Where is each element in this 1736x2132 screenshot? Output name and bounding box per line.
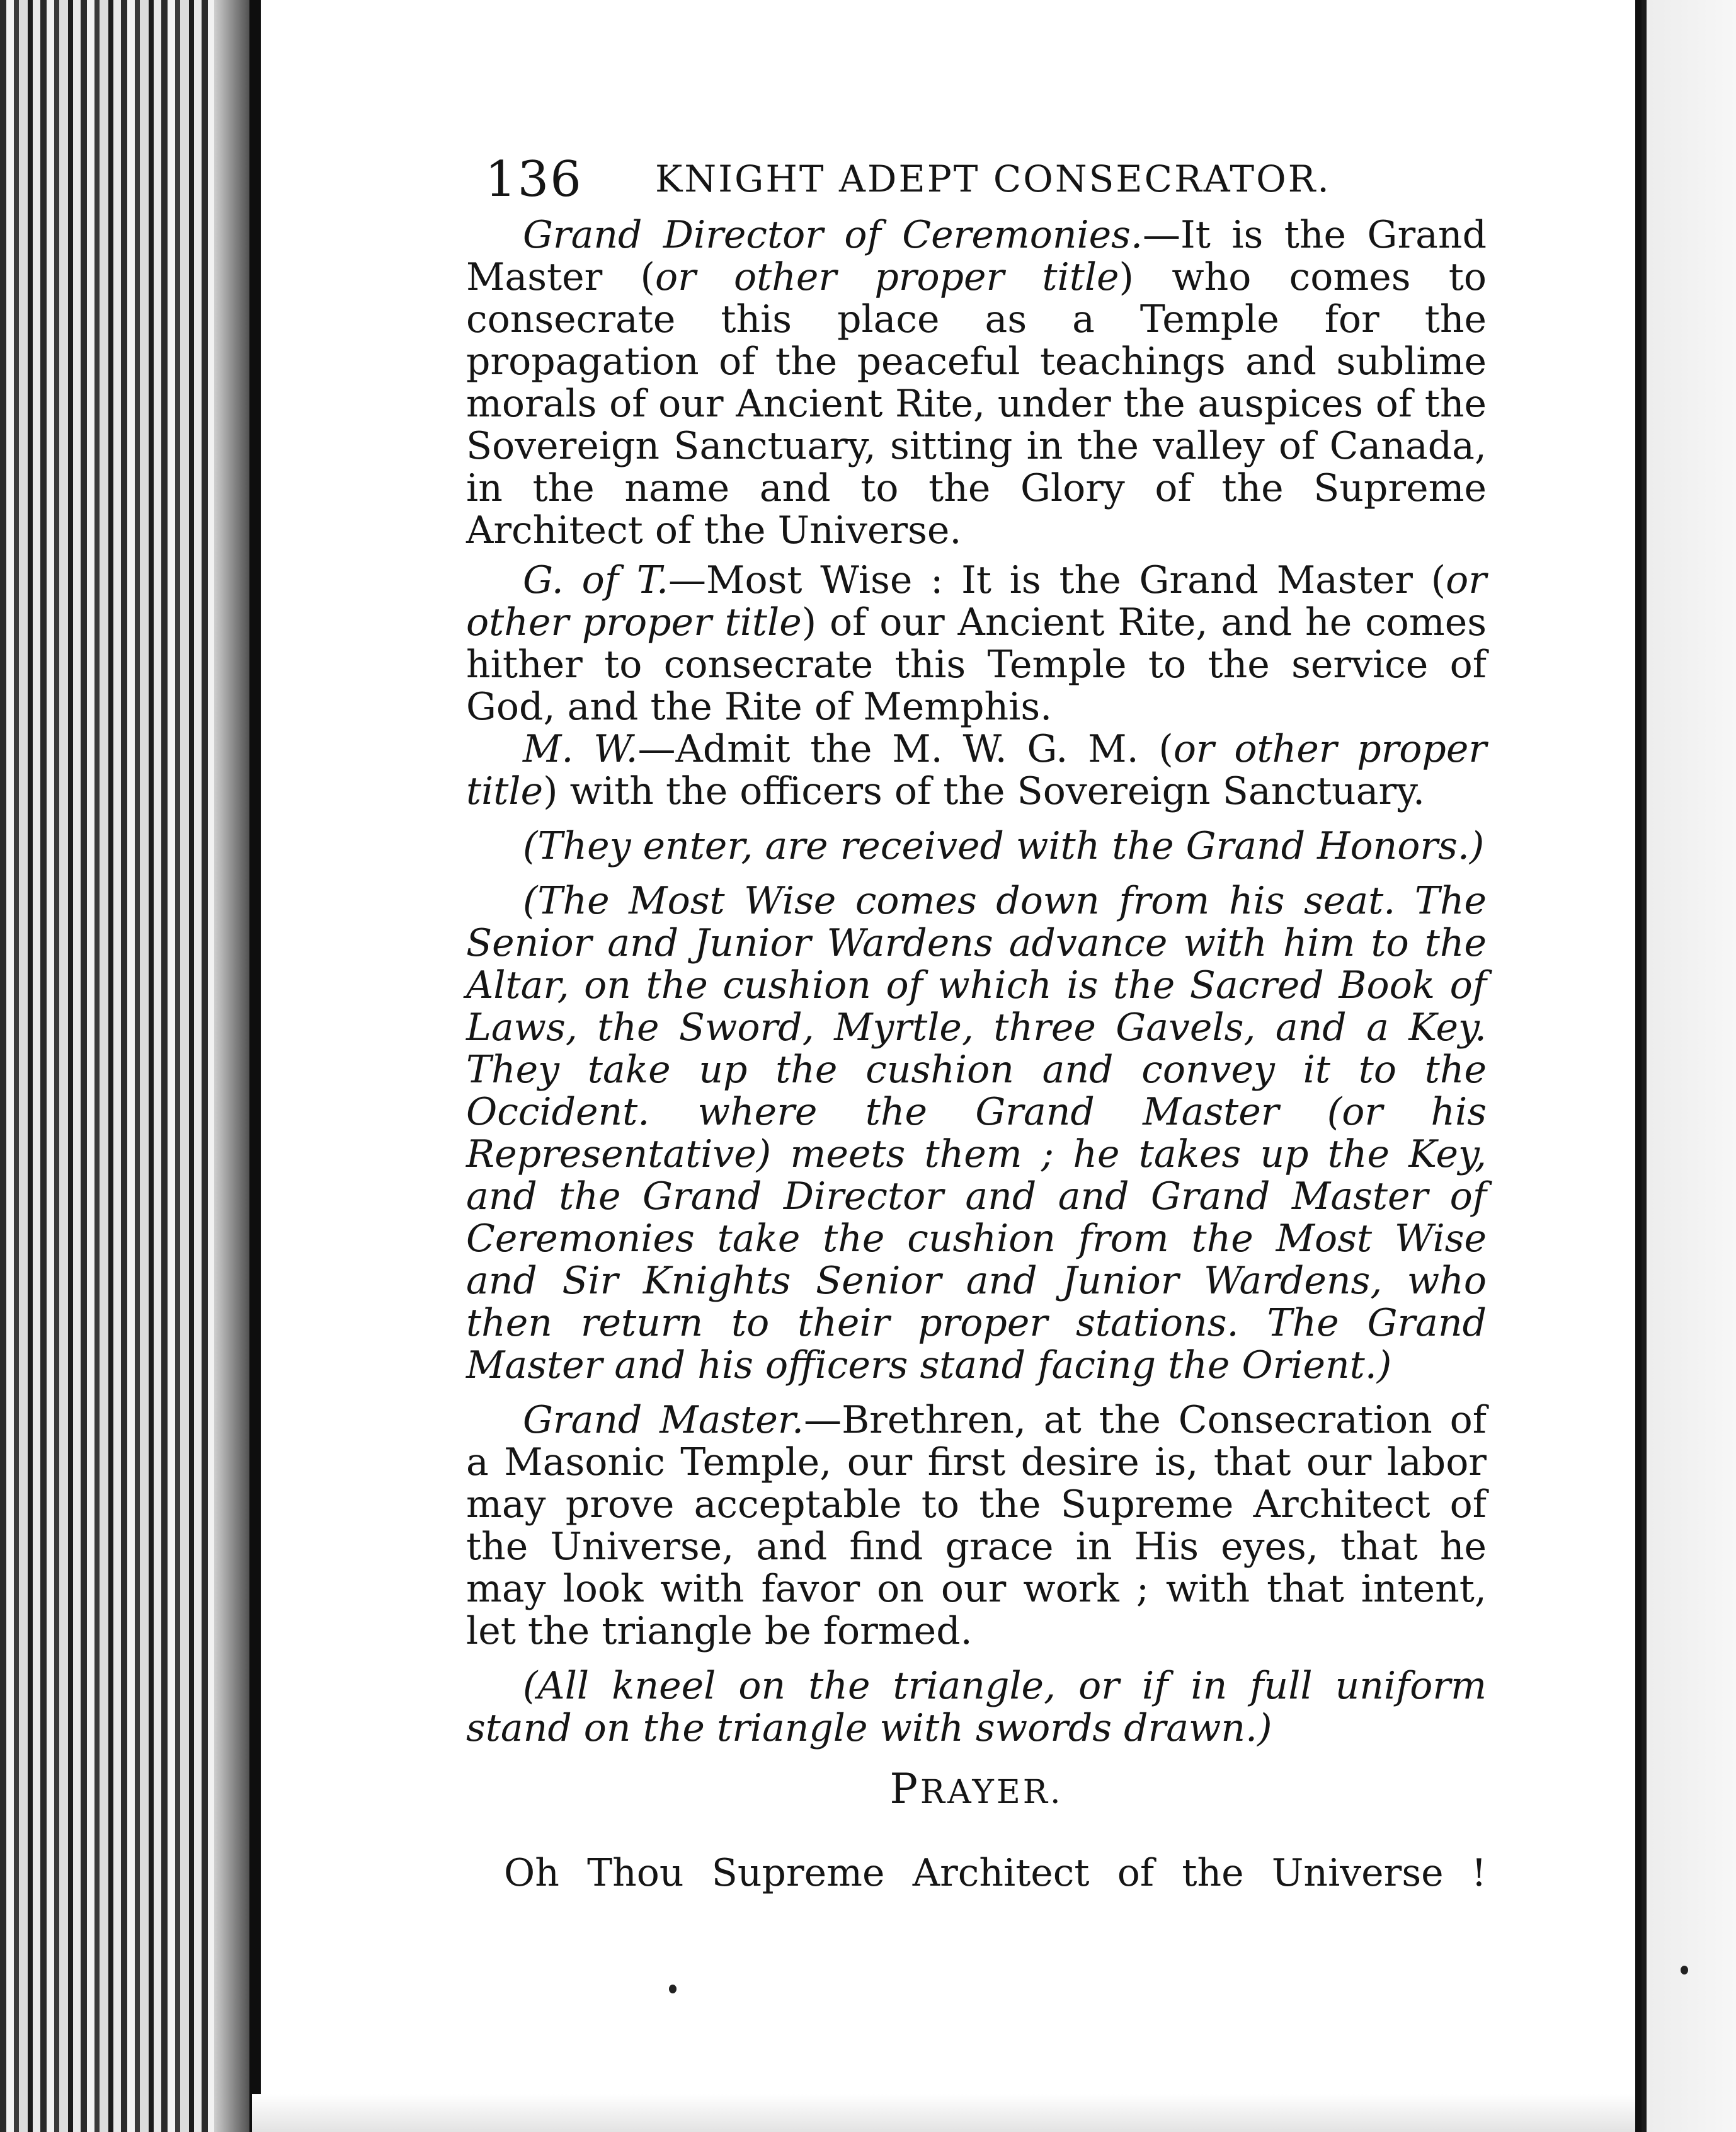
- italic-aside: or other proper title: [466, 727, 1487, 813]
- speaker-name: Grand Master.: [523, 1398, 804, 1442]
- running-head: [466, 145, 1487, 214]
- binding-shadow-right: [1642, 0, 1647, 2132]
- paragraph-grand-master: [466, 1399, 1487, 1653]
- ink-speck: [1681, 1966, 1688, 1974]
- speech-text: —Brethren, at the Consecration of a Masonic Temple, our first desire is, that our labor may prove acceptable to the Supreme Architect of the Universe, and find grace in His eyes, that he may look with favor on our work ; with that intent, let the triangle be formed.: [466, 1398, 1487, 1653]
- speech-text: —It is the Grand Master (: [466, 213, 1487, 299]
- stage-direction-kneel: (All kneel on the triangle, or if in full uniform stand on the triangle with swords drawn.): [466, 1664, 1487, 1750]
- binding-shadow-left: [249, 0, 261, 2132]
- right-page-edge: [1635, 0, 1736, 2132]
- page-number: 136: [485, 151, 583, 208]
- book-page: [466, 145, 1487, 1933]
- speaker-name: M. W.: [523, 727, 638, 771]
- running-title: KNIGHT ADEPT CONSECRATOR.: [655, 158, 1331, 200]
- stage-direction-altar: (The Most Wise comes down from his seat. The Senior and Junior Wardens advance with him to the Altar, on the cushion of which is the Sacred Book of Laws, the Sword, Myrtle, three Gavels, and a Key. They take up the cushion and convey it to the Occident. where the Grand Master (or his Representative) meets them ; he takes up the Key, and the Grand Director and and Grand Master of Ceremonies take the cushion from the Most Wise and Sir Knights Senior and Junior Wardens, who then return to their proper stations. The Grand Master and his officers stand facing the Orient.): [466, 879, 1487, 1387]
- italic-aside: or other proper title: [466, 558, 1487, 645]
- ink-speck: [669, 1985, 677, 1993]
- italic-aside: or other proper title: [654, 255, 1119, 299]
- prayer-heading-rest: RAYER.: [920, 1774, 1063, 1811]
- prayer-heading-initial: P: [889, 1765, 920, 1813]
- speech-text: ) with the officers of the Sovereign Sanctuary.: [543, 769, 1425, 813]
- prayer-first-line: Oh Thou Supreme Architect of the Universe !: [504, 1851, 1487, 1895]
- speech-text: —Most Wise : It is the Grand Master (: [668, 558, 1446, 602]
- speech-text: ) of our Ancient Rite, and he comes hither to consecrate this Temple to the service of God, and the Rite of Memphis.: [466, 600, 1487, 729]
- speaker-name: Grand Director of Ceremonies.: [523, 213, 1143, 257]
- speech-text: —Admit the M. W. G. M. (: [637, 727, 1174, 771]
- bottom-page-shadow: [252, 2094, 1635, 2132]
- speaker-name: G. of T.: [523, 558, 669, 602]
- stage-direction-enter: (They enter, are received with the Grand Honors.): [523, 824, 1485, 868]
- paragraph-m-w: [466, 728, 1487, 813]
- prayer-heading: [466, 1765, 1487, 1813]
- speech-text: ) who comes to consecrate this place as a Temple for the propagation of the peaceful teachings and sublime morals of our Ancient Rite, under the auspices of the Sovereign Sanctuary, sitting in the valley of Canada, in the name and to the Glory of the Supreme Architect of the Universe.: [466, 255, 1487, 553]
- paragraph-g-of-t: [466, 559, 1487, 728]
- paragraph-grand-director: [466, 214, 1487, 552]
